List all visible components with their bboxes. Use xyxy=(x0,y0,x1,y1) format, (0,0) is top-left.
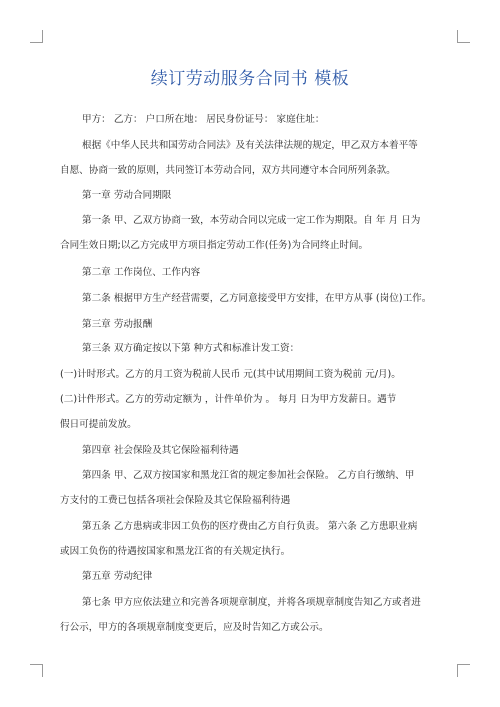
article-line: 假日可提前发放。 xyxy=(60,419,137,430)
paragraph-line: 根据《中华人民共和国劳动合同法》及有关法律法规的规定，甲乙双方本着平等 xyxy=(82,140,418,151)
article-line: 合同生效日期;以乙方完成甲方项目指定劳动工作(任务)为合同终止时间。 xyxy=(60,240,369,251)
article-line: 或因工负伤的待遇按国家和黑龙江省的有关规定执行。 xyxy=(60,546,291,557)
article-line: 第七条 甲方应依法建立和完善各项规章制度，并将各项规章制度告知乙方或者进 xyxy=(82,597,421,608)
article-line: 方支付的工费已包括各项社会保险及其它保险福利待遇 xyxy=(60,495,291,506)
article-line: (二)计件形式。乙方的劳动定额为 ，计件单价为 。 每月 日为甲方发薪日。遇节 xyxy=(60,394,397,405)
party-info-line: 甲方： 乙方： 户口所在地： 居民身份证号： 家庭住址： xyxy=(82,114,325,125)
chapter-heading: 第一章 劳动合同期限 xyxy=(82,190,172,201)
article-line: 第二条 根据甲方生产经营需要，乙方同意接受甲方安排，在甲方从事 (岗位)工作。 xyxy=(82,293,432,304)
document-title: 续订劳动服务合同书 模板 xyxy=(150,69,350,89)
article-line: 第一条 甲、乙双方协商一致，本劳动合同以完成一定工作为期限。自 年 月 日为 xyxy=(82,215,421,226)
article-line: 第四条 甲、乙双方按国家和黑龙江省的规定参加社会保险。 乙方自行缴纳、甲 xyxy=(82,470,415,481)
crop-mark-top-left xyxy=(30,30,43,43)
crop-mark-top-right xyxy=(457,30,470,43)
chapter-heading: 第三章 劳动报酬 xyxy=(82,319,153,330)
chapter-heading: 第二章 工作岗位、工作内容 xyxy=(82,267,201,278)
crop-mark-bottom-left xyxy=(30,664,43,677)
chapter-heading: 第五章 劳动纪律 xyxy=(82,571,153,582)
article-line: (一)计时形式。乙方的月工资为税前人民币 元(其中试用期间工资为税前 元/月)。 xyxy=(60,369,401,380)
chapter-heading: 第四章 社会保险及其它保险福利待遇 xyxy=(82,445,239,456)
article-line: 第五条 乙方患病或非因工负伤的医疗费由乙方自行负责。 第六条 乙方患职业病 xyxy=(82,521,418,532)
paragraph-line: 自愿、协商一致的原则，共同签订本劳动合同，双方共同遵守本合同所列条款。 xyxy=(60,165,396,176)
article-line: 行公示，甲方的各项规章制度变更后，应及时告知乙方或公示。 xyxy=(60,622,329,633)
article-line: 第三条 双方确定按以下第 种方式和标准计发工资： xyxy=(82,343,300,354)
crop-mark-bottom-right xyxy=(457,664,470,677)
